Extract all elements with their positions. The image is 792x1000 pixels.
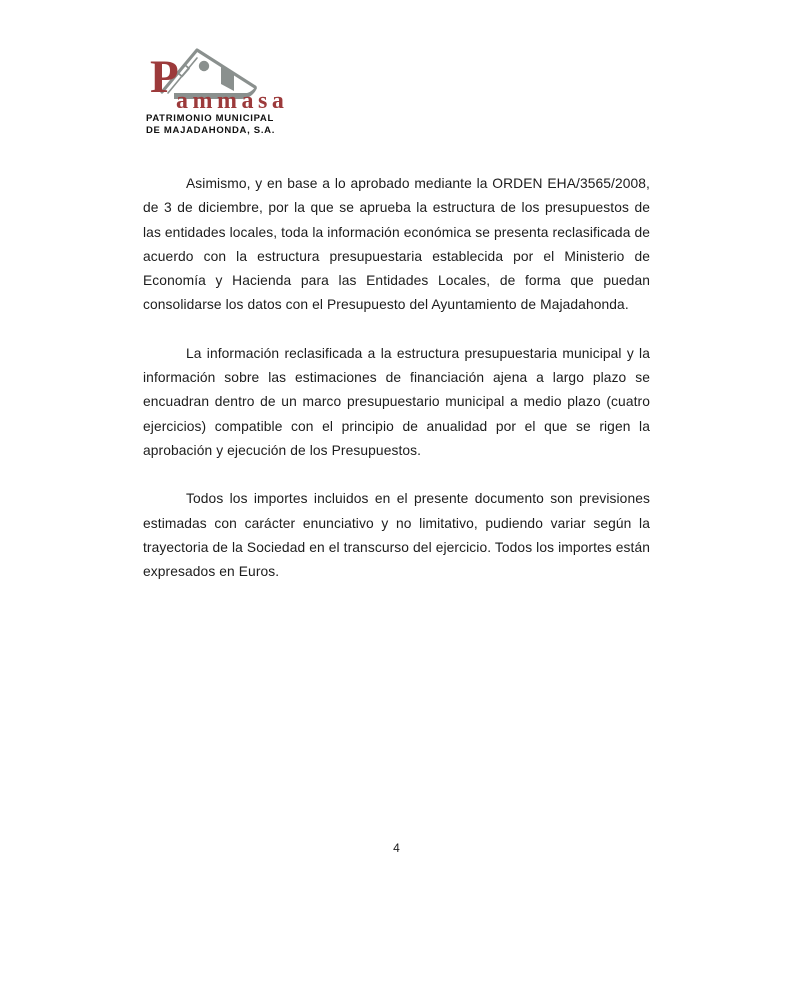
logo-subtitle-line2: DE MAJADAHONDA, S.A. bbox=[146, 125, 276, 136]
logo-subtitle-line1: PATRIMONIO MUNICIPAL bbox=[146, 113, 274, 124]
logo-initial: P bbox=[150, 51, 179, 103]
document-body bbox=[143, 172, 650, 608]
page-number: 4 bbox=[393, 841, 400, 855]
logo-brand-text: ammasa bbox=[176, 88, 289, 114]
paragraph-2: La información reclasificada a la estructura presupuestaria municipal y la información sobre las estimaciones de financiación ajena a largo plazo se encuadran dentro de un marco presupuestario municipal a medio plazo (cuatro ejercicios) compatible con el principio de anualidad por el que se rigen la aprobación y ejecución de los Presupuestos. bbox=[143, 345, 650, 458]
paragraph-3: Todos los importes incluidos en el presente documento son previsiones estimadas con carácter enunciativo y no limitativo, pudiendo variar según la trayectoria de la Sociedad en el transcurso del ejercicio. Todos los importes están expresados en Euros. bbox=[143, 491, 650, 580]
paragraph-1: Asimismo, y en base a lo aprobado mediante la ORDEN EHA/3565/2008, de 3 de diciembre, por la que se aprueba la estructura de los presupuestos de las entidades locales, toda la información económica se presenta reclasificada de acuerdo con la estructura presupuestaria establecida por el Ministerio de Economía y Hacienda para las Entidades Locales, de forma que puedan consolidarse los datos con el Presupuesto del Ayuntamiento de Majadahonda. bbox=[143, 176, 650, 313]
pammasa-logo bbox=[145, 38, 289, 138]
